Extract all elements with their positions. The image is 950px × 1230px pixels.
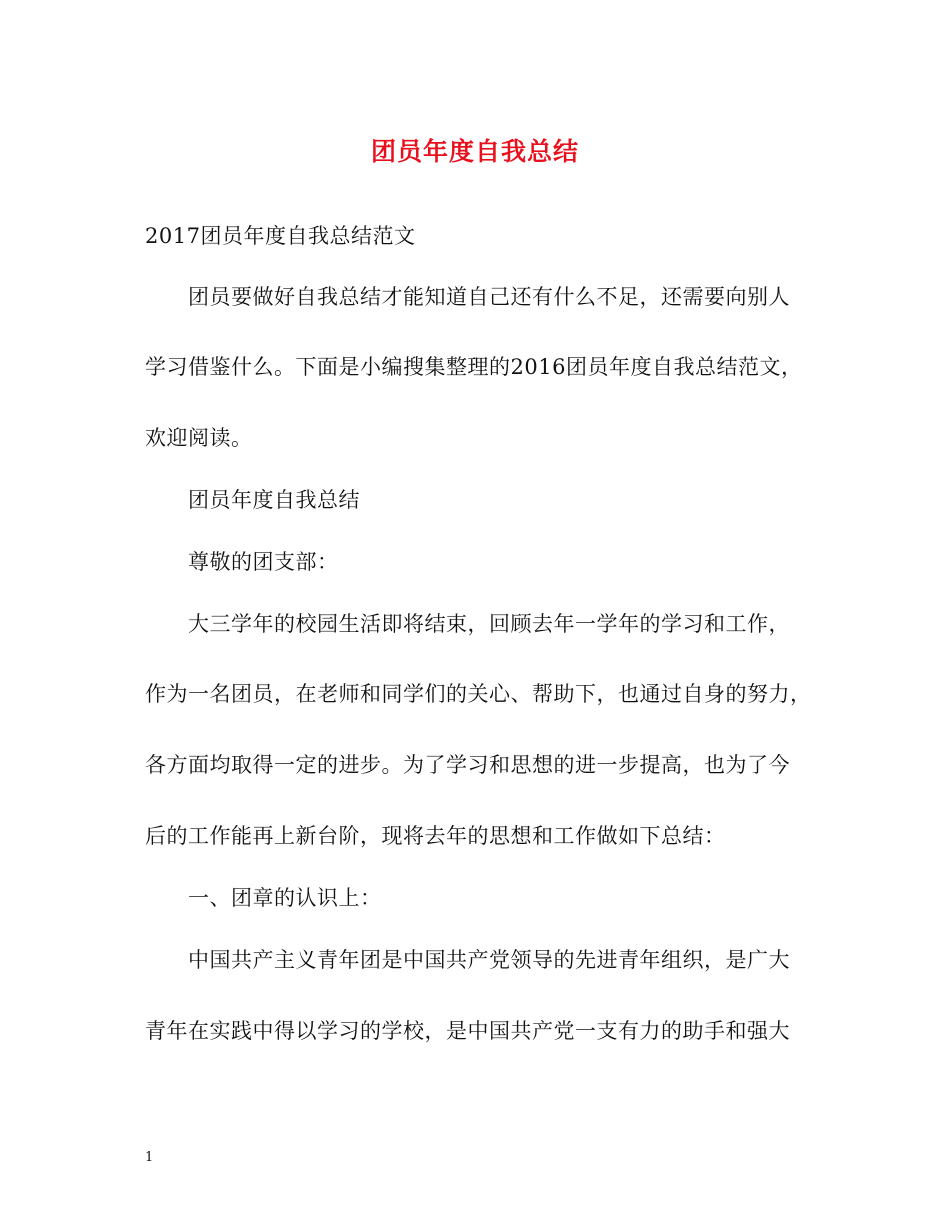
paragraph-line: 中国共产主义青年团是中国共产党领导的先进青年组织，是广大	[188, 948, 790, 972]
section-heading-line: 团员年度自我总结	[188, 488, 360, 512]
paragraph-line: 大三学年的校园生活即将结束，回顾去年一学年的学习和工作，	[188, 612, 790, 636]
paragraph-line: 团员要做好自我总结才能知道自己还有什么不足，还需要向别人	[188, 285, 790, 309]
paragraph-line: 学习借鉴什么。下面是小编搜集整理的2016团员年度自我总结范文，	[145, 355, 803, 379]
paragraph-line: 欢迎阅读。	[145, 426, 253, 450]
salutation-line: 尊敬的团支部：	[188, 550, 339, 574]
page-number: 1	[145, 1150, 154, 1165]
document-title: 团员年度自我总结	[370, 137, 579, 166]
paragraph-line: 作为一名团员，在老师和同学们的关心、帮助下，也通过自身的努力，	[145, 682, 812, 706]
paragraph-line: 青年在实践中得以学习的学校，是中国共产党一支有力的助手和强大	[145, 1019, 790, 1043]
paragraph-line: 后的工作能再上新台阶，现将去年的思想和工作做如下总结：	[145, 824, 726, 848]
section-heading-line: 一、团章的认识上：	[188, 886, 382, 910]
subtitle-line: 2017团员年度自我总结范文	[145, 224, 416, 248]
paragraph-line: 各方面均取得一定的进步。为了学习和思想的进一步提高，也为了今	[145, 753, 790, 777]
